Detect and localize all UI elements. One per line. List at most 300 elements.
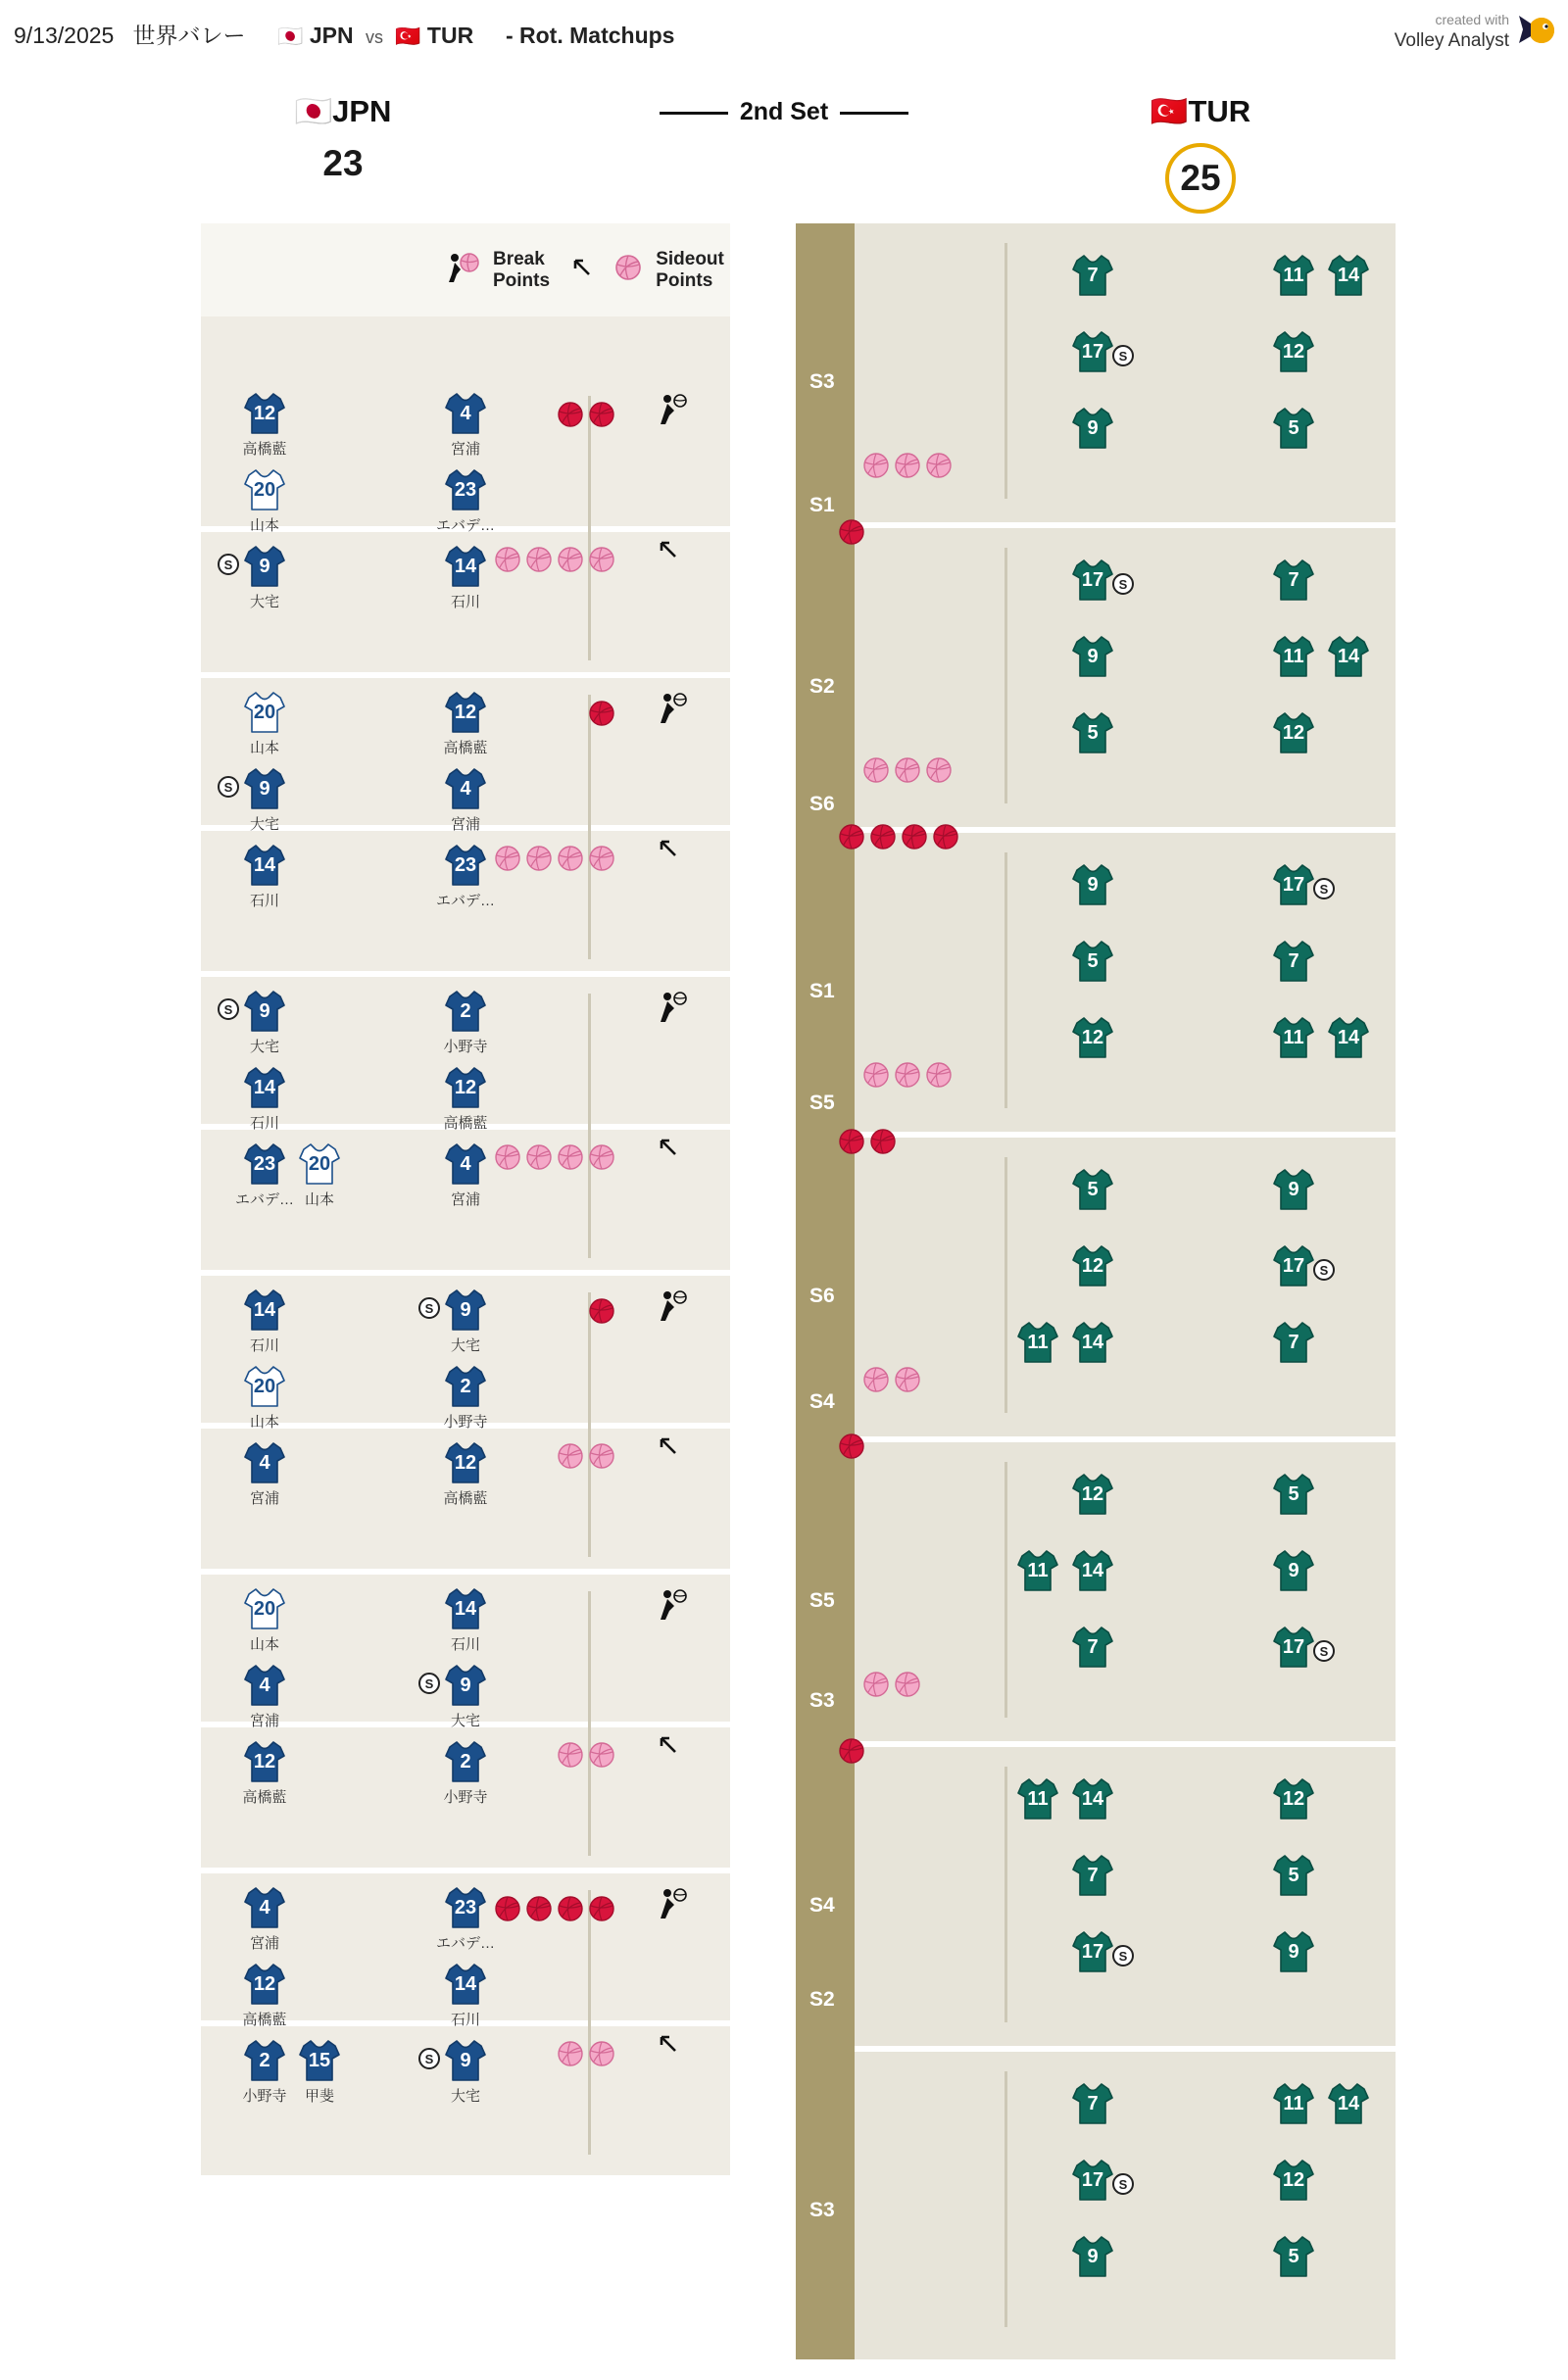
rotation-set-label: S2 <box>809 1988 835 2011</box>
sideout-arrow-icon <box>659 1733 686 1764</box>
player-name: 高橋藍 <box>443 740 488 756</box>
player-jersey <box>444 766 487 811</box>
player-jersey <box>444 1962 487 2007</box>
player-number: 11 <box>1027 1331 1049 1353</box>
break-point-ball <box>557 1895 584 1927</box>
player-name: 山本 <box>249 1636 279 1653</box>
player-name: エバデ… <box>234 1191 294 1208</box>
player-jersey <box>1016 1548 1059 1593</box>
sideout-point-ball <box>494 845 521 877</box>
setter-badge: S <box>218 998 239 1020</box>
player-name: 甲斐 <box>304 2088 334 2105</box>
sideout-arrow-icon <box>659 2032 686 2063</box>
credit-created-with: created with <box>1435 12 1509 27</box>
player-name: 石川 <box>450 2012 480 2028</box>
player-number: 7 <box>1087 264 1099 286</box>
player-jersey <box>1071 634 1114 679</box>
player-jersey <box>243 1739 286 1784</box>
player-number: 9 <box>460 2049 471 2071</box>
player-jersey <box>243 1440 286 1485</box>
sideout-point-ball <box>862 756 890 789</box>
rotation-set-label: S6 <box>809 793 835 815</box>
player-jersey <box>243 1885 286 1930</box>
player-number: 17 <box>1081 568 1104 591</box>
player-jersey <box>243 1141 286 1187</box>
player-number: 4 <box>259 1896 270 1919</box>
sideout-point-ball <box>525 546 553 578</box>
sideout-point-ball <box>862 1061 890 1093</box>
player-name: 小野寺 <box>443 1414 488 1431</box>
rotation-set-label: S4 <box>809 1894 835 1917</box>
player-jersey <box>444 544 487 589</box>
player-number: 9 <box>460 1674 471 1696</box>
away-scoreboard <box>1058 93 1343 214</box>
player-jersey <box>243 1962 286 2007</box>
setter-badge: S <box>418 2048 440 2069</box>
player-number: 12 <box>1282 721 1305 744</box>
break-point-ball <box>525 1895 553 1927</box>
player-jersey <box>243 766 286 811</box>
player-number: 7 <box>1087 1635 1099 1658</box>
column-divider <box>588 1890 591 2155</box>
player-jersey <box>1272 558 1315 603</box>
away-score: 25 <box>1058 143 1343 214</box>
rotation-set-label: S1 <box>809 494 835 516</box>
serve-icon <box>659 1289 690 1328</box>
player-number: 14 <box>1081 1787 1104 1810</box>
match-title <box>14 18 674 50</box>
player-number: 9 <box>259 555 270 577</box>
arrow-receive-icon <box>571 255 601 285</box>
player-name: 高橋藍 <box>242 1789 287 1806</box>
player-jersey <box>444 2038 487 2083</box>
player-name: 大宅 <box>450 2088 480 2105</box>
sideout-point-ball <box>925 1061 953 1093</box>
report-type-label: - Rot. Matchups <box>505 23 675 48</box>
sideout-arrow-icon <box>659 1434 686 1465</box>
player-jersey <box>243 467 286 512</box>
row-separator <box>201 971 730 977</box>
player-number: 9 <box>1288 1940 1299 1963</box>
player-number: 14 <box>1337 2092 1360 2114</box>
player-number: 5 <box>1087 1178 1099 1200</box>
player-number: 14 <box>454 1972 477 1995</box>
player-name: 石川 <box>450 1636 480 1653</box>
player-jersey <box>1071 2234 1114 2279</box>
player-name: 石川 <box>249 893 279 909</box>
player-jersey <box>1272 2158 1315 2203</box>
sideout-point-ball <box>588 546 615 578</box>
player-number: 9 <box>1087 2245 1099 2267</box>
player-number: 12 <box>1081 1026 1104 1048</box>
break-point-ball <box>588 401 615 433</box>
player-jersey <box>444 1885 487 1930</box>
player-jersey <box>1071 1625 1114 1670</box>
player-jersey <box>1071 1243 1114 1288</box>
player-number: 9 <box>259 777 270 800</box>
player-jersey <box>1071 1167 1114 1212</box>
player-number: 9 <box>1288 1559 1299 1581</box>
legend-sideout-label: Sideout Points <box>656 248 724 291</box>
rotation-set-label: S5 <box>809 1589 835 1612</box>
player-jersey <box>298 1141 341 1187</box>
break-point-ball <box>494 1895 521 1927</box>
serve-icon <box>659 1887 690 1925</box>
player-number: 17 <box>1081 340 1104 363</box>
break-point-ball <box>838 1128 865 1160</box>
player-name: 石川 <box>249 1115 279 1132</box>
sideout-arrow-icon <box>659 837 686 867</box>
sideout-point-ball <box>862 1366 890 1398</box>
player-jersey <box>1071 1853 1114 1898</box>
column-divider <box>588 396 591 660</box>
break-point-ball <box>557 401 584 433</box>
row-separator <box>855 1436 1396 1442</box>
setter-badge: S <box>418 1673 440 1694</box>
player-number: 23 <box>454 478 477 501</box>
player-jersey <box>1071 1472 1114 1517</box>
player-name: 石川 <box>450 594 480 610</box>
player-jersey <box>1071 1548 1114 1593</box>
sideout-point-ball <box>894 1061 921 1093</box>
player-jersey <box>1071 406 1114 451</box>
row-separator <box>201 672 730 678</box>
away-scoreboard-flag-icon: 🇹🇷 <box>1150 94 1189 128</box>
player-name: 山本 <box>249 517 279 534</box>
player-name: 山本 <box>304 1191 334 1208</box>
player-jersey <box>1071 939 1114 984</box>
break-point-ball <box>869 823 897 855</box>
column-divider <box>1004 2071 1007 2327</box>
event-name: 世界バレー <box>132 23 246 48</box>
sideout-point-ball <box>925 452 953 484</box>
column-divider <box>588 994 591 1258</box>
sideout-point-ball <box>557 1143 584 1176</box>
player-name: 高橋藍 <box>443 1490 488 1507</box>
player-jersey <box>1272 329 1315 374</box>
away-rotation-board <box>855 223 1396 2359</box>
player-number: 14 <box>1337 645 1360 667</box>
player-jersey <box>243 1364 286 1409</box>
player-number: 7 <box>1288 949 1299 972</box>
player-number: 9 <box>259 999 270 1022</box>
player-name: 宮浦 <box>450 441 480 458</box>
setter-badge: S <box>1112 2173 1134 2195</box>
sideout-point-ball <box>557 1442 584 1475</box>
player-jersey <box>1071 2081 1114 2126</box>
break-point-ball <box>901 823 928 855</box>
player-number: 17 <box>1081 2168 1104 2191</box>
player-number: 5 <box>1087 949 1099 972</box>
player-jersey <box>1272 634 1315 679</box>
player-jersey <box>1272 2234 1315 2279</box>
header-bar <box>0 0 1568 69</box>
home-scoreboard-name: 🇯🇵JPN <box>294 94 392 128</box>
player-number: 9 <box>1087 873 1099 896</box>
serve-icon <box>659 692 690 730</box>
player-jersey <box>444 690 487 735</box>
break-point-ball <box>838 823 865 855</box>
player-jersey <box>1272 1929 1315 1974</box>
player-number: 7 <box>1087 2092 1099 2114</box>
break-point-ball <box>588 1895 615 1927</box>
column-divider <box>1004 852 1007 1108</box>
player-number: 9 <box>460 1298 471 1321</box>
player-jersey <box>444 989 487 1034</box>
player-name: 高橋藍 <box>242 441 287 458</box>
player-number: 2 <box>259 2049 270 2071</box>
setter-badge: S <box>1313 878 1335 899</box>
rotation-set-label: S3 <box>809 1689 835 1712</box>
player-name: 山本 <box>249 1414 279 1431</box>
player-number: 2 <box>460 1375 471 1397</box>
player-jersey <box>1071 1776 1114 1821</box>
credit-block <box>1395 12 1509 52</box>
player-number: 14 <box>454 1597 477 1620</box>
player-number: 12 <box>1081 1482 1104 1505</box>
setter-badge: S <box>418 1297 440 1319</box>
player-number: 4 <box>460 777 471 800</box>
rotation-set-label: S5 <box>809 1092 835 1114</box>
rotation-set-label: S2 <box>809 675 835 698</box>
player-jersey <box>444 1065 487 1110</box>
sideout-point-ball <box>525 1143 553 1176</box>
player-number: 14 <box>1081 1331 1104 1353</box>
sideout-point-ball <box>894 1366 921 1398</box>
player-name: 小野寺 <box>443 1789 488 1806</box>
player-number: 14 <box>454 555 477 577</box>
player-number: 4 <box>460 402 471 424</box>
player-jersey <box>243 843 286 888</box>
player-number: 9 <box>1288 1178 1299 1200</box>
setter-badge: S <box>218 776 239 798</box>
player-number: 9 <box>1087 645 1099 667</box>
player-name: エバデ… <box>435 893 495 909</box>
player-jersey <box>444 1663 487 1708</box>
setter-badge: S <box>1112 1945 1134 1967</box>
player-name: 宮浦 <box>249 1713 279 1729</box>
sideout-point-ball <box>588 1741 615 1773</box>
serve-icon <box>659 393 690 431</box>
row-separator <box>201 1868 730 1873</box>
player-name: 宮浦 <box>450 816 480 833</box>
player-number: 11 <box>1283 2092 1304 2114</box>
column-divider <box>588 1591 591 1856</box>
away-scoreboard-name: 🇹🇷TUR <box>1150 94 1251 128</box>
sideout-point-ball <box>588 845 615 877</box>
player-jersey <box>243 1586 286 1631</box>
player-name: エバデ… <box>435 517 495 534</box>
legend <box>201 223 730 316</box>
setter-badge: S <box>1112 573 1134 595</box>
player-name: 高橋藍 <box>242 2012 287 2028</box>
player-number: 7 <box>1288 568 1299 591</box>
rotation-set-label: S4 <box>809 1390 835 1413</box>
player-number: 12 <box>454 1076 477 1098</box>
player-jersey <box>1071 329 1114 374</box>
player-number: 9 <box>1087 416 1099 439</box>
away-team-code: TUR <box>426 23 474 48</box>
rotation-set-label: S1 <box>809 980 835 1002</box>
sideout-point-ball <box>894 452 921 484</box>
player-jersey <box>1071 558 1114 603</box>
sideout-point-ball <box>557 546 584 578</box>
sideout-point-ball <box>494 1143 521 1176</box>
player-jersey <box>243 1663 286 1708</box>
break-point-ball <box>588 700 615 732</box>
home-team-code: JPN <box>309 23 354 48</box>
player-jersey <box>243 1287 286 1333</box>
player-number: 20 <box>253 701 276 723</box>
player-jersey <box>1272 862 1315 907</box>
column-divider <box>1004 548 1007 803</box>
sideout-point-ball <box>557 845 584 877</box>
player-number: 11 <box>1283 1026 1304 1048</box>
player-number: 2 <box>460 1750 471 1773</box>
player-jersey <box>243 391 286 436</box>
player-jersey <box>1071 1015 1114 1060</box>
setter-badge: S <box>1313 1259 1335 1281</box>
player-number: 17 <box>1282 873 1305 896</box>
player-jersey <box>243 544 286 589</box>
player-number: 11 <box>1027 1787 1049 1810</box>
home-score: 23 <box>322 143 364 183</box>
player-name: エバデ… <box>435 1935 495 1952</box>
break-point-ball <box>838 518 865 551</box>
setter-badge: S <box>218 554 239 575</box>
sideout-point-ball <box>588 2040 615 2072</box>
player-number: 17 <box>1282 1254 1305 1277</box>
player-jersey <box>444 1141 487 1187</box>
sideout-point-ball <box>588 1442 615 1475</box>
player-name: 大宅 <box>249 816 279 833</box>
row-separator <box>201 1270 730 1276</box>
player-number: 2 <box>460 999 471 1022</box>
sideout-point-ball <box>925 756 953 789</box>
player-number: 12 <box>1282 2168 1305 2191</box>
player-jersey <box>298 2038 341 2083</box>
player-jersey <box>1272 2081 1315 2126</box>
player-name: 宮浦 <box>249 1490 279 1507</box>
player-jersey <box>243 1065 286 1110</box>
sideout-point-ball <box>894 1671 921 1703</box>
sideout-point-ball <box>494 546 521 578</box>
sideout-point-ball <box>862 452 890 484</box>
column-divider <box>1004 1462 1007 1718</box>
player-jersey <box>1327 2081 1370 2126</box>
row-separator <box>855 1132 1396 1138</box>
rotation-set-label: S6 <box>809 1285 835 1307</box>
row-separator <box>201 1569 730 1575</box>
player-number: 14 <box>1337 264 1360 286</box>
vs-label: vs <box>365 27 383 47</box>
player-number: 5 <box>1288 1864 1299 1886</box>
set-label: 2nd Set <box>588 98 980 126</box>
player-number: 14 <box>253 853 276 876</box>
player-number: 17 <box>1081 1940 1104 1963</box>
player-jersey <box>444 1586 487 1631</box>
away-flag-icon: 🇹🇷 <box>395 25 421 48</box>
row-separator <box>855 522 1396 528</box>
player-number: 4 <box>259 1451 270 1474</box>
player-name: 大宅 <box>450 1713 480 1729</box>
player-name: 宮浦 <box>450 1191 480 1208</box>
player-number: 5 <box>1288 1482 1299 1505</box>
player-jersey <box>1071 1929 1114 1974</box>
player-number: 23 <box>454 1896 477 1919</box>
player-number: 14 <box>1337 1026 1360 1048</box>
player-name: 宮浦 <box>249 1935 279 1952</box>
break-point-ball <box>932 823 959 855</box>
column-divider <box>588 695 591 959</box>
player-jersey <box>1272 1167 1315 1212</box>
player-jersey <box>1272 1853 1315 1898</box>
player-number: 4 <box>460 1152 471 1175</box>
player-jersey <box>1327 1015 1370 1060</box>
sideout-point-ball <box>557 2040 584 2072</box>
sideout-arrow-icon <box>659 1136 686 1166</box>
break-point-ball <box>588 1297 615 1330</box>
sideout-point-ball <box>588 1143 615 1176</box>
rotation-set-label: S3 <box>809 370 835 393</box>
break-point-ball <box>869 1128 897 1160</box>
break-point-ball <box>838 1433 865 1465</box>
player-number: 12 <box>1081 1254 1104 1277</box>
player-jersey <box>1071 1320 1114 1365</box>
player-jersey <box>1071 862 1114 907</box>
player-jersey <box>1272 1015 1315 1060</box>
player-number: 12 <box>454 701 477 723</box>
player-jersey <box>1016 1320 1059 1365</box>
sideout-arrow-icon <box>659 538 686 568</box>
player-jersey <box>1327 634 1370 679</box>
player-number: 12 <box>253 402 276 424</box>
row-separator <box>855 1741 1396 1747</box>
legend-break-label: Break Points <box>493 248 551 291</box>
row-separator <box>855 2046 1396 2052</box>
column-divider <box>1004 1157 1007 1413</box>
player-number: 12 <box>1282 340 1305 363</box>
player-number: 11 <box>1027 1559 1049 1581</box>
serve-icon <box>446 251 479 289</box>
player-jersey <box>1071 253 1114 298</box>
player-name: 大宅 <box>249 1039 279 1055</box>
player-number: 20 <box>253 478 276 501</box>
setter-badge: S <box>1313 1640 1335 1662</box>
player-number: 23 <box>454 853 477 876</box>
player-jersey <box>444 467 487 512</box>
player-name: 小野寺 <box>443 1039 488 1055</box>
player-jersey <box>444 1440 487 1485</box>
player-jersey <box>1327 253 1370 298</box>
player-name: 大宅 <box>450 1337 480 1354</box>
player-name: 小野寺 <box>242 2088 287 2105</box>
player-jersey <box>1272 710 1315 755</box>
volleyball-icon <box>614 254 642 286</box>
column-divider <box>1004 1767 1007 2022</box>
player-jersey <box>444 843 487 888</box>
player-number: 7 <box>1288 1331 1299 1353</box>
home-flag-icon: 🇯🇵 <box>277 25 304 48</box>
player-jersey <box>444 1364 487 1409</box>
player-name: 山本 <box>249 740 279 756</box>
sideout-point-ball <box>557 1741 584 1773</box>
player-number: 12 <box>1282 1787 1305 1810</box>
player-jersey <box>1071 2158 1114 2203</box>
home-scoreboard <box>201 93 485 184</box>
player-jersey <box>1016 1776 1059 1821</box>
setter-badge: S <box>1112 345 1134 366</box>
